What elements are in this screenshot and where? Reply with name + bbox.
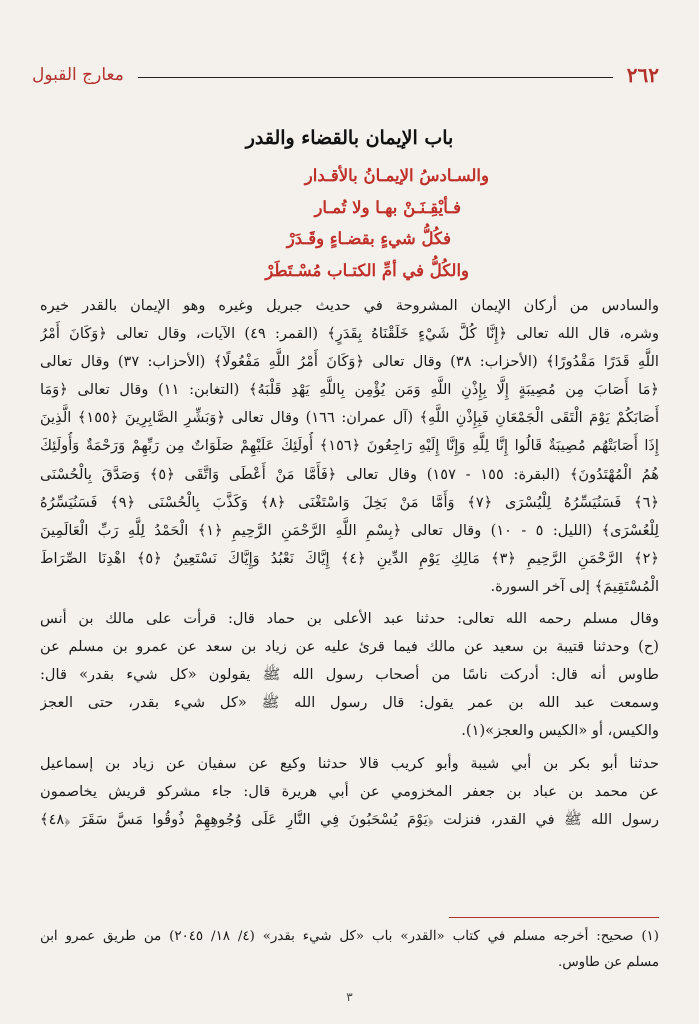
page-header	[32, 60, 659, 90]
header-rule	[138, 77, 613, 78]
text-line: وشره، قال الله تعالى ﴿إِنَّا كُلَّ شَيْءٍ خَلَقْنَاهُ بِقَدَرٍ﴾ (القمر: ٤٩) الآيات، وقال تعالى ﴿وَكَانَ أَمْرُ	[40, 325, 659, 343]
footnote-line: (١) صحيح: أخرجه مسلم في كتاب «القدر» باب «كل شيء بقدر» (٤/ ١٨/ ٢٠٤٥) من طريق عمرو ابن	[40, 929, 659, 944]
text-line: عن محمد بن عباد بن جعفر المخزومي عن أبي هريرة قال: جاء مشركو قريش يخاصمون	[40, 782, 659, 800]
text-line: ﴿مَا أَصَابَ مِن مُصِيبَةٍ إِلَّا بِإِذْنِ اللَّهِ وَمَن يُؤْمِن بِاللَّهِ يَهْدِ قَلْبَهُ﴾ (التغابن: ١١) وقال تعالى ﴿وَمَا	[40, 381, 659, 399]
verse-block	[199, 160, 489, 286]
paragraph	[40, 750, 659, 834]
text-line: أَصَابَكُمْ يَوْمَ الْتَقَى الْجَمْعَانِ فَبِإِذْنِ اللَّهِ﴾ (آل عمران: ١٦٦) وقال تعالى ﴿وَبَشِّرِ الصَّابِرِينَ ﴿١٥٥﴾ الَّذِينَ	[40, 409, 659, 427]
footnote-rule	[449, 917, 659, 918]
paragraph	[40, 605, 659, 745]
text-line: طاوس أنه قال: أدركت ناسًا من أصحاب رسول الله ﷺ يقولون «كل شيء بقدر» قال:	[40, 666, 659, 684]
text-line: إِذَا أَصَابَتْهُم مُصِيبَةٌ قَالُوا إِنَّا لِلَّهِ وَإِنَّا إِلَيْهِ رَاجِعُونَ ﴿١٥٦﴾ أُولَئِكَ عَلَيْهِمْ صَلَوَاتٌ مِن رَبِّهِمْ وَرَحْمَةٌ وَأُولَئِكَ	[40, 437, 659, 455]
body-text	[40, 292, 659, 834]
verse-line: والسـادسُ الإيمـانُ بالأقـدار	[304, 166, 489, 185]
text-line: اللَّهِ قَدَرًا مَقْدُورًا﴾ (الأحزاب: ٣٨) وقال تعالى ﴿وَكَانَ أَمْرُ اللَّهِ مَفْعُولًا﴾ (الأحزاب: ٣٧) وقال تعالى	[40, 353, 659, 371]
verse-line: والكُلُّ في أمِّ الكتـاب مُسْـتَطَرْ	[265, 260, 469, 280]
text-line: هُمُ الْمُهْتَدُونَ﴾ (البقرة: ١٥٥ - ١٥٧) وقال تعالى ﴿فَأَمَّا مَنْ أَعْطَى وَاتَّقَى ﴿٥﴾ وَصَدَّقَ بِالْحُسْنَى	[40, 465, 659, 483]
text-line: والسادس من أركان الإيمان المشروحة في حديث جبريل وغيره وهو الإيمان بالقدر خيره	[40, 297, 659, 314]
book-title: معارج القبول	[32, 65, 124, 85]
text-line: الْمُسْتَقِيمَ﴾ إلى آخر السورة.	[490, 577, 659, 595]
text-line: حدثنا أبو بكر بن أبي شيبة وأبو كريب قالا حدثنا وكيع عن سفيان عن زياد بن إسماعيل	[40, 754, 659, 772]
text-line: وسمعت عبد الله بن عمر يقول: قال رسول الله ﷺ «كل شيء بقدر، حتى العجز	[40, 694, 659, 712]
text-line: ﴿٢﴾ الرَّحْمَنِ الرَّحِيمِ ﴿٣﴾ مَالِكِ يَوْمِ الدِّينِ ﴿٤﴾ إِيَّاكَ نَعْبُدُ وَإِيَّاكَ نَسْتَعِينُ ﴿٥﴾ اهْدِنَا الصِّرَاطَ	[40, 549, 659, 567]
text-line: ﴿٦﴾ فَسَنُيَسِّرُهُ لِلْيُسْرَى ﴿٧﴾ وَأَمَّا مَنْ بَخِلَ وَاسْتَغْنَى ﴿٨﴾ وَكَذَّبَ بِالْحُسْنَى ﴿٩﴾ فَسَنُيَسِّرُهُ	[40, 493, 659, 511]
page-number: ٢٦٢	[626, 63, 659, 87]
footnote-line: مسلم عن طاوس.	[558, 955, 659, 970]
text-line: وقال مسلم رحمه الله تعالى: حدثنا عبد الأعلى بن حماد قال: قرأت على مالك بن أنس	[40, 610, 659, 628]
paragraph	[40, 292, 659, 601]
bottom-mark: ٣	[346, 990, 353, 1004]
text-line: لِلْعُسْرَى﴾ (الليل: ٥ - ١٠) وقال تعالى ﴿بِسْمِ اللَّهِ الرَّحْمَنِ الرَّحِيمِ ﴿١﴾ الْحَمْدُ لِلَّهِ رَبِّ الْعَالَمِينَ	[40, 521, 659, 539]
text-line: (ح) وحدثنا قتيبة بن سعيد عن مالك فيما قرئ عليه عن زياد بن سعد عن عمرو بن مسلم عن	[40, 638, 659, 656]
text-line: والكيس، أو «الكيس والعجز»(١).	[461, 722, 659, 740]
verse-line: فـأيْقِـنَـنْ بهـا ولا تُمـار	[314, 197, 461, 217]
verse-line: فكُلُّ شيءٍ بقضـاءٍ وقَـدَرْ	[286, 229, 451, 248]
chapter-title: باب الإيمان بالقضاء والقدر	[245, 127, 454, 149]
text-line: رسول الله ﷺ في القدر، فنزلت ﴿يَوْمَ يُسْحَبُونَ فِي النَّارِ عَلَى وُجُوهِهِمْ ذُوقُوا مَسَّ سَقَرَ ﴿٤٨﴾	[40, 810, 659, 828]
footnotes	[40, 924, 659, 976]
